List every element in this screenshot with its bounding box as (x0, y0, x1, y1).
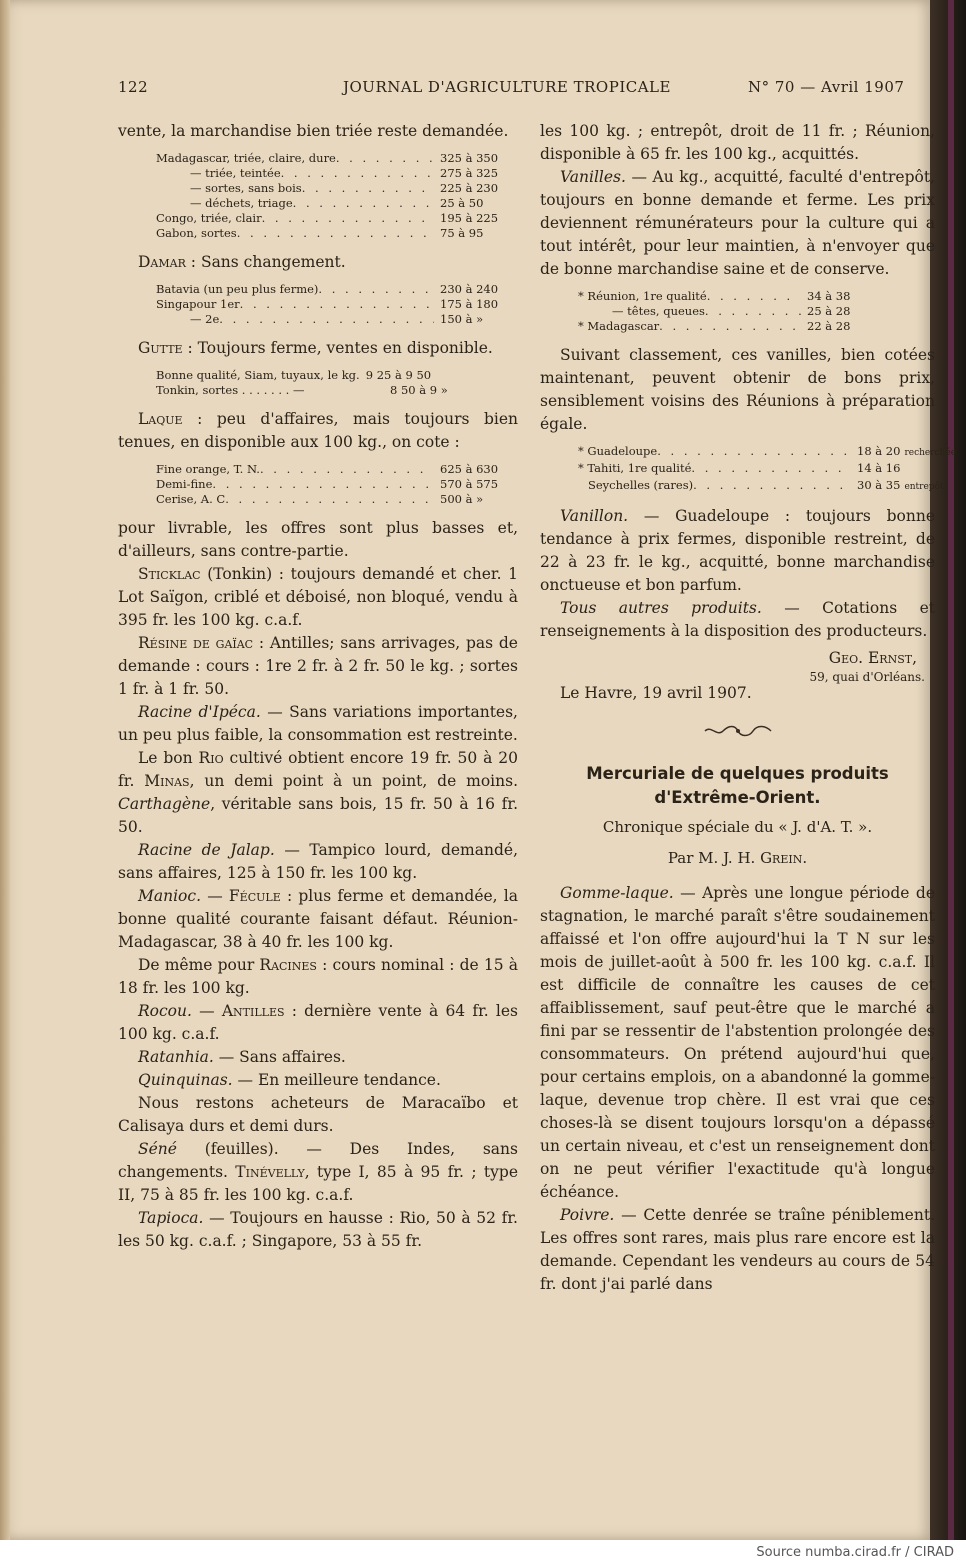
price-table-vanilles (578, 289, 885, 334)
table-row (156, 462, 518, 477)
table-row (156, 151, 518, 166)
page-edge-accent (948, 0, 954, 1540)
row-label: Gabon, sortes (156, 226, 237, 240)
source-credit: Source numba.cirad.fr / CIRAD (756, 1545, 954, 1560)
issue-info: N° 70 — Avril 1907 (748, 78, 905, 96)
paragraph-autres: Tous autres produits. — Cotations et renseignements à la disposition des producteurs. (540, 599, 935, 640)
row-value: 25 à 28 (807, 304, 851, 318)
row-value: 25 à 50 (440, 196, 484, 210)
row-value: 34 à 38 (807, 289, 851, 303)
row-label: — triée, teintée (190, 166, 281, 180)
row-label: Seychelles (rares) (588, 478, 694, 492)
row-label: * Madagascar (578, 319, 660, 333)
paragraph-poivre: Poivre. — Cette denrée se traîne péniblement. Les offres sont rares, mais plus rare encore est la demande. Cependant les vendeurs au cours de 54 fr. dont j'ai parlé dans (540, 1206, 935, 1293)
row-label: * Guadeloupe (578, 444, 658, 458)
row-label: Batavia (un peu plus ferme) (156, 282, 319, 296)
paragraph-suivant: Suivant classement, ces vanilles, bien cotées maintenant, peuvent obtenir de bons prix, sensiblement voisins des Réunions à préparation égale. (540, 346, 935, 433)
row-label: Fine orange, T. N. (156, 462, 260, 476)
paragraph-gomme: Gomme-laque. — Après une longue période de stagnation, le marché paraît s'être soudainement affaissé et l'on offre aujourd'hui la T N sur les mois de juillet-août à 500 fr. les 100 kg. c.a.f. Il est difficile de connaître les causes de cet affaiblissement, sauf peut-être que le marché a fini par se ressentir de l'abstention prolongée des consommateurs. On prétend aujourd'hui que, pour certains emplois, on a abandonné la gomme-laque, devenue trop chère. Il est vrai que ces choses-là se disent toujours lorsqu'on a dépassé un certain niveau, et c'est un renseignement dont on ne peut vérifier l'exactitude qu'à longue échéance. (540, 884, 935, 1201)
row-value: 75 à 95 (440, 226, 484, 240)
ornament-divider-icon (540, 721, 935, 744)
paragraph-intro: vente, la marchandise bien triée reste demandée. (118, 122, 509, 140)
row-label: — têtes, queues (612, 304, 705, 318)
paragraph-sene: Séné (feuilles). — Des Indes, sans changements. Tinévelly, type I, 85 à 95 fr. ; type II, 75 à 85 fr. les 100 kg. c.a.f. (118, 1140, 518, 1204)
row-value: 18 à 20 recherchée (857, 444, 957, 458)
row-label: * Réunion, 1re qualité (578, 289, 707, 303)
paragraph-ratanhia: Ratanhia. — Sans affaires. (138, 1048, 346, 1066)
row-label: — déchets, triage (190, 196, 293, 210)
table-row (578, 319, 885, 334)
right-column (540, 120, 957, 1296)
signature-place: Le Havre, 19 avril 1907. (560, 684, 752, 702)
table-row (156, 196, 518, 211)
paragraph-vanilles: Vanilles. — Au kg., acquitté, faculté d'entrepôt, toujours en bonne demande et ferme. Les prix deviennent rémunérateurs pour la culture qui a tout intérêt, pour leur maintien, à n'envoyer que de bonne marchandise saine et de conserve. (540, 168, 935, 278)
table-row (156, 297, 518, 312)
price-table-laque (156, 462, 518, 507)
table-row (578, 304, 885, 319)
row-label: Madagascar, triée, claire, dure (156, 151, 336, 165)
row-label: — sortes, sans bois (190, 181, 302, 195)
row-value: 625 à 630 (440, 462, 499, 476)
paragraph-gutte: Gutte : Toujours ferme, ventes en disponible. (138, 339, 493, 357)
signature-name: Geo. Ernst, (828, 649, 917, 667)
paragraph-resine: Résine de gaïac : Antilles; sans arrivages, pas de demande : cours : 1re 2 fr. à 2 fr. 50 le kg. ; sortes 1 fr. à 1 fr. 50. (118, 634, 518, 698)
row-label: Cerise, A. C (156, 492, 226, 506)
signature-block (540, 647, 935, 705)
table-row (578, 461, 935, 478)
row-value: 225 à 230 (440, 181, 499, 195)
table-row (156, 492, 518, 507)
row-value: 500 à » (440, 492, 484, 506)
table-row (156, 282, 518, 297)
row-label: — 2e (190, 312, 220, 326)
row-value: 570 à 575 (440, 477, 499, 491)
table-row (156, 226, 518, 241)
table-row (156, 368, 468, 383)
running-header (0, 78, 930, 100)
article-title: Mercuriale de quelques produits d'Extrême-Orient. (586, 764, 889, 807)
row-label: * Tahiti, 1re qualité (578, 461, 692, 475)
table-row (156, 166, 518, 181)
paragraph-rocou: Rocou. — Antilles : dernière vente à 64 fr. les 100 kg. c.a.f. (118, 1002, 518, 1043)
table-row (156, 383, 468, 398)
row-label: Demi-fine (156, 477, 213, 491)
paragraph-ipeca: Racine d'Ipéca. — Sans variations importantes, un peu plus faible, la consommation est restreinte. (118, 703, 518, 744)
journal-title: JOURNAL D'AGRICULTURE TROPICALE (343, 78, 671, 96)
table-row (156, 477, 518, 492)
article-byline: Par M. J. H. Grein. (667, 849, 808, 867)
row-value: 30 à 35 entrepôt. (857, 478, 947, 492)
row-value: 275 à 325 (440, 166, 499, 180)
book-spine (0, 0, 10, 1540)
left-column (118, 120, 518, 1253)
paragraph-laque: Laque : peu d'affaires, mais toujours bien tenues, en disponible aux 100 kg., on cote : (118, 410, 518, 451)
table-row (578, 478, 947, 495)
table-row (156, 312, 518, 327)
price-table-damar (156, 282, 518, 327)
table-row (578, 289, 885, 304)
row-value: 8 50 à 9 » (390, 383, 448, 397)
row-value: 175 à 180 (440, 297, 499, 311)
row-value: 325 à 350 (440, 151, 499, 165)
row-label: Singapour 1er (156, 297, 240, 311)
price-table-copal (156, 151, 518, 241)
article-subtitle: Chronique spéciale du « J. d'A. T. ». (602, 818, 873, 836)
paragraph-manioc: Manioc. — Fécule : plus ferme et demandée, la bonne qualité courante faisant défaut. Réunion-Madagascar, 38 à 40 fr. les 100 kg. (118, 887, 518, 951)
row-value: 22 à 28 (807, 319, 851, 333)
price-table-vanilles-2 (578, 444, 957, 495)
price-table-gutte (156, 368, 468, 398)
table-row (156, 181, 518, 196)
paragraph-damar: Damar : Sans changement. (138, 253, 346, 271)
paragraph-racines: De même pour Racines : cours nominal : de 15 à 18 fr. les 100 kg. (118, 956, 518, 997)
paragraph-top: les 100 kg. ; entrepôt, droit de 11 fr. ; Réunion, disponible à 65 fr. les 100 kg., acquittés. (540, 122, 935, 163)
table-row (578, 444, 957, 461)
row-label: Tonkin, sortes . . . . . . . — (156, 383, 305, 397)
paragraph-rio: Le bon Rio cultivé obtient encore 19 fr. 50 à 20 fr. Minas, un demi point à un point, de moins. Carthagène, véritable sans bois, 15 fr. 50 à 16 fr. 50. (118, 749, 519, 836)
paragraph-jalap: Racine de Jalap. — Tampico lourd, demandé, sans affaires, 125 à 150 fr. les 100 kg. (118, 841, 518, 882)
paragraph-maracaibo: Nous restons acheteurs de Maracaïbo et Calisaya durs et demi durs. (118, 1094, 518, 1135)
paragraph-sticklac: Sticklac (Tonkin) : toujours demandé et cher. 1 Lot Saïgon, criblé et déboisé, non bloqué, vendu à 395 fr. les 100 kg. c.a.f. (118, 565, 518, 629)
table-row (156, 211, 518, 226)
row-label: Bonne qualité, Siam, tuyaux, le kg. (156, 368, 360, 382)
row-value: 195 à 225 (440, 211, 499, 225)
row-value: 14 à 16 (857, 461, 901, 475)
paragraph-tapioca: Tapioca. — Toujours en hausse : Rio, 50 à 52 fr. les 50 kg. c.a.f. ; Singapore, 53 à 55 fr. (118, 1209, 518, 1250)
row-value: 9 25 à 9 50 (365, 368, 432, 382)
row-value: 150 à » (440, 312, 484, 326)
row-value: 230 à 240 (440, 282, 499, 296)
paragraph-livrable: pour livrable, les offres sont plus basses et, d'ailleurs, sans contre-partie. (118, 519, 518, 560)
row-label: Congo, triée, clair (156, 211, 262, 225)
paragraph-quinquinas: Quinquinas. — En meilleure tendance. (138, 1071, 441, 1089)
signature-address: 59, quai d'Orléans. (809, 670, 925, 684)
page-number: 122 (118, 78, 149, 96)
paragraph-vanillon: Vanillon. — Guadeloupe : toujours bonne tendance à prix fermes, disponible restreint, de 22 à 23 fr. le kg., acquitté, bonne marchandise onctueuse et bon parfum. (540, 507, 935, 594)
